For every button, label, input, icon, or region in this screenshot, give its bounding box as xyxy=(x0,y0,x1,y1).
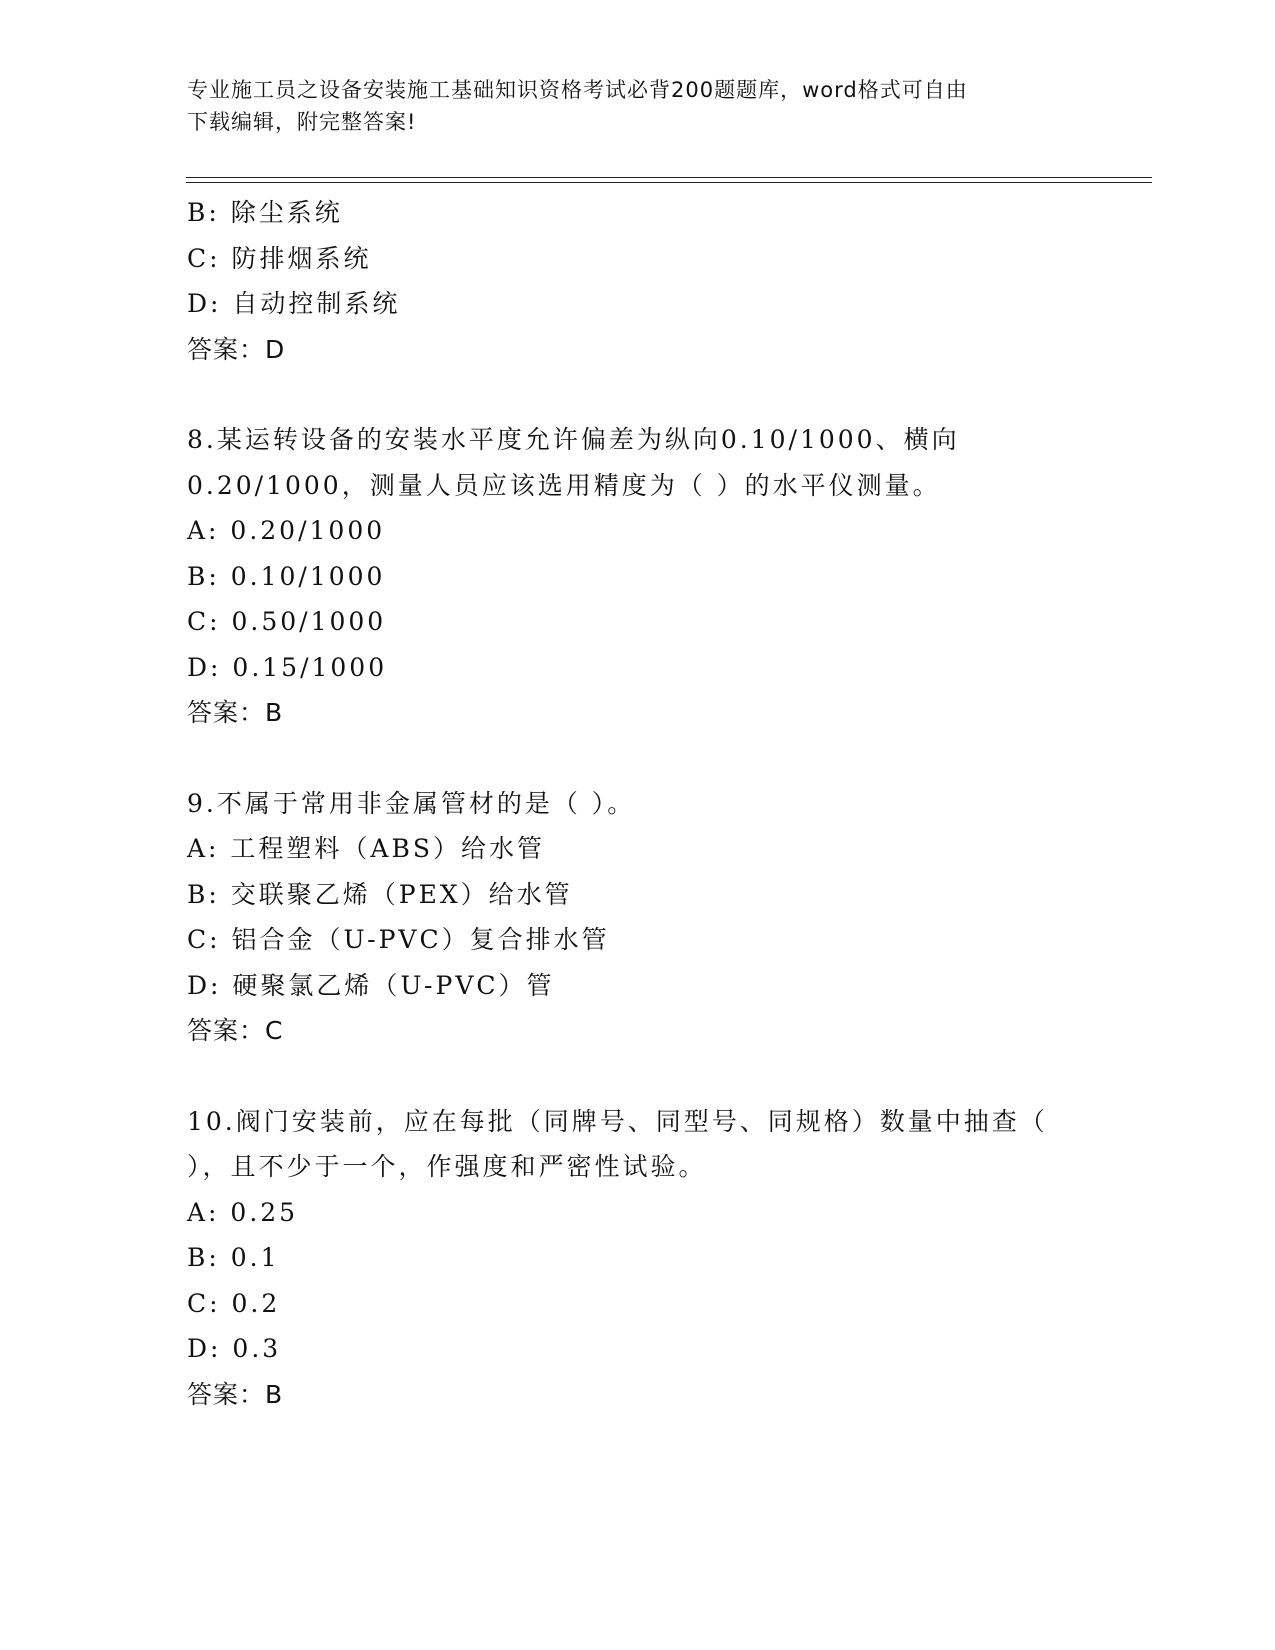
q9-option-a: A: 工程塑料（ABS）给水管 xyxy=(187,834,545,863)
header-title-line-1: 专业施工员之设备安装施工基础知识资格考试必背200题题库，word格式可自由 xyxy=(187,78,968,102)
q8-stem-line-1: 8.某运转设备的安装水平度允许偏差为纵向0.10/1000、横向 xyxy=(187,425,960,454)
q10-stem-line-2: ），且不少于一个，作强度和严密性试验。 xyxy=(187,1152,707,1181)
q10-answer: 答案：B xyxy=(187,1379,284,1409)
q9-stem: 9.不属于常用非金属管材的是（ ）。 xyxy=(187,788,636,818)
header-divider-top xyxy=(186,177,1152,178)
q10-option-c: C: 0.2 xyxy=(187,1288,281,1318)
q9-option-c: C: 铝合金（U-PVC）复合排水管 xyxy=(187,925,610,954)
spacer xyxy=(187,1054,1147,1099)
q9-option-b: B: 交联聚乙烯（PEX）给水管 xyxy=(187,879,573,909)
spacer xyxy=(187,372,1147,417)
q8-stem-line-2: 0.20/1000，测量人员应该选用精度为（ ）的水平仪测量。 xyxy=(187,470,941,500)
question-10 xyxy=(187,1099,1147,1418)
question-list xyxy=(187,190,1147,1417)
q8-option-d: D: 0.15/1000 xyxy=(187,652,388,682)
q8-option-a: A: 0.20/1000 xyxy=(187,516,386,545)
q8-option-b: B: 0.10/1000 xyxy=(187,561,386,591)
q8-answer: 答案：B xyxy=(187,698,284,727)
document-header xyxy=(187,74,1087,138)
q7-answer: 答案：D xyxy=(187,334,286,364)
header-title-line-2: 下载编辑，附完整答案! xyxy=(187,110,417,134)
q10-option-d: D: 0.3 xyxy=(187,1334,282,1363)
spacer xyxy=(187,736,1147,781)
question-7 xyxy=(187,190,1147,372)
q8-option-c: C: 0.50/1000 xyxy=(187,607,387,636)
question-9 xyxy=(187,781,1147,1054)
q7-option-d: D: 自动控制系统 xyxy=(187,289,401,318)
q10-option-a: A: 0.25 xyxy=(187,1197,299,1227)
q9-answer: 答案：C xyxy=(187,1016,284,1045)
q7-option-c: C: 防排烟系统 xyxy=(187,243,372,273)
q7-option-b: B: 除尘系统 xyxy=(187,198,343,227)
q9-option-d: D: 硬聚氯乙烯（U-PVC）管 xyxy=(187,970,555,1000)
question-8 xyxy=(187,417,1147,736)
header-divider-bottom xyxy=(186,182,1152,183)
q10-option-b: B: 0.1 xyxy=(187,1243,280,1272)
q10-stem-line-1: 10.阀门安装前，应在每批（同牌号、同型号、同规格）数量中抽查（ xyxy=(187,1106,1048,1136)
